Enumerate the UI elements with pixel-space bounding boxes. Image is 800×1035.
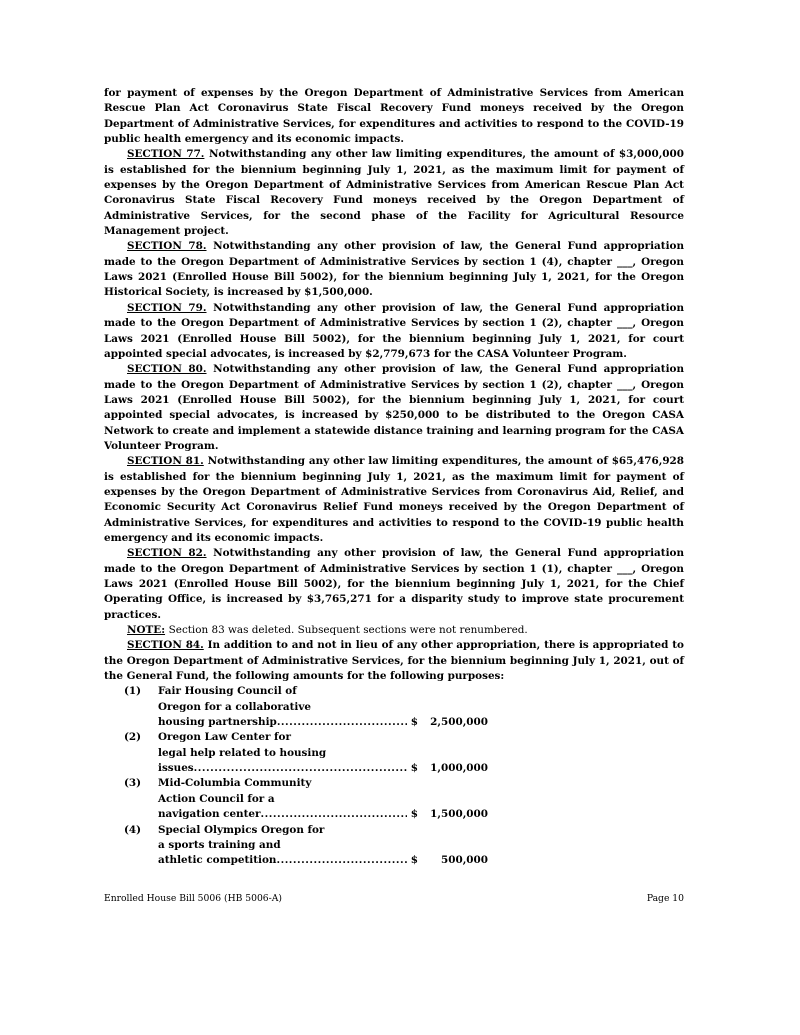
section-82: [104, 546, 684, 623]
item-line: Mid-Columbia Community: [158, 777, 312, 790]
item-line: Oregon Law Center for: [158, 731, 291, 744]
item-line: Fair Housing Council of: [158, 685, 297, 698]
note-text: Section 83 was deleted. Subsequent sections were not renumbered.: [168, 624, 528, 637]
section-text: In addition to and not in lieu of any other appropriation, there is appropriated to the Oregon Department of Administrative Services, for the biennium beginning July 1, 2021, out of the General Fund, the following amounts for the following purposes:: [104, 639, 684, 683]
section-label: SECTION 84.: [127, 639, 204, 652]
item-amount-line: [104, 853, 488, 868]
leader-dots: [277, 715, 407, 730]
section-label: SECTION 79.: [127, 301, 207, 314]
item-line: navigation center: [158, 808, 261, 821]
item-amount: 1,000,000: [430, 762, 488, 775]
section-80: [104, 362, 684, 454]
intro-paragraph: for payment of expenses by the Oregon Department of Administrative Services from American Rescue Plan Act Coronavirus State Fiscal Recovery Fund moneys received by the Oregon Department of Administrative Services, for expenditures and activities to respond to the COVID-19 public health emergency and its economic impacts.: [104, 87, 684, 146]
currency-sign: $: [410, 854, 418, 867]
item-amount: 1,500,000: [430, 808, 488, 821]
currency-sign: $: [410, 808, 418, 821]
section-label: SECTION 77.: [127, 148, 205, 161]
allocation-item: [104, 730, 684, 776]
allocation-list: [104, 684, 684, 868]
section-text: Notwithstanding any other provision of law, the General Fund appropriation made to the Oregon Department of Administrative Services by section 1 (2), chapter ___, Oregon Laws 2021 (Enrolled House Bill 5002), for the biennium beginning July 1, 2021, for court appointed special advocates, is increased by $2,779,673 for the CASA Volunteer Program.: [104, 301, 685, 360]
section-81: [104, 454, 684, 546]
item-line: Special Olympics Oregon for: [158, 823, 325, 836]
section-label: SECTION 80.: [127, 363, 207, 376]
section-label: SECTION 81.: [127, 455, 204, 468]
section-label: SECTION 82.: [127, 547, 207, 560]
section-84: [104, 638, 684, 684]
note-label: NOTE:: [127, 624, 166, 637]
section-text: Notwithstanding any other provision of law, the General Fund appropriation made to the Oregon Department of Administrative Services by section 1 (1), chapter ___, Oregon Laws 2021 (Enrolled House Bill 5002), for the biennium beginning July 1, 2021, for the Chief Operating Office, is increased by $3,765,271 for a disparity study to improve state procurement practices.: [104, 547, 685, 621]
section-77: [104, 147, 684, 239]
item-number: (4): [124, 823, 142, 836]
item-amount: 500,000: [441, 854, 488, 867]
section-text: Notwithstanding any other law limiting expenditures, the amount of $3,000,000 is established for the biennium beginning July 1, 2021, as the maximum limit for payment of expenses by the Oregon Department of Administrative Services from American Rescue Plan Act Coronavirus State Fiscal Recovery Fund moneys received by the Oregon Department of Administrative Services, for the second phase of the Facility for Agricultural Resource Management project.: [104, 148, 684, 238]
item-line: Action Council for a: [158, 792, 275, 805]
item-amount: 2,500,000: [430, 716, 488, 729]
item-number: (3): [124, 777, 142, 790]
section-79: [104, 301, 684, 362]
item-amount-line: [104, 715, 488, 730]
leader-dots: [276, 853, 406, 868]
item-line: housing partnership: [158, 716, 277, 729]
item-amount-line: [104, 761, 488, 776]
item-number: (2): [124, 731, 142, 744]
item-amount-line: [104, 807, 488, 822]
leader-dots: [194, 761, 407, 776]
item-line: a sports training and: [158, 838, 281, 851]
item-number: (1): [124, 685, 142, 698]
footer-page-number: Page 10: [646, 893, 684, 904]
section-78: [104, 239, 684, 300]
section-text: Notwithstanding any other provision of law, the General Fund appropriation made to the Oregon Department of Administrative Services by section 1 (4), chapter ___, Oregon Laws 2021 (Enrolled House Bill 5002), for the biennium beginning July 1, 2021, for the Oregon Historical Society, is increased by $1,500,000.: [104, 240, 685, 299]
allocation-item: [104, 684, 684, 730]
item-line: legal help related to housing: [158, 746, 327, 759]
footer-bill-id: Enrolled House Bill 5006 (HB 5006-A): [104, 893, 282, 904]
item-line: athletic competition: [158, 854, 277, 867]
section-text: Notwithstanding any other provision of law, the General Fund appropriation made to the Oregon Department of Administrative Services by section 1 (2), chapter ___, Oregon Laws 2021 (Enrolled House Bill 5002), for the biennium beginning July 1, 2021, for court appointed special advocates, is increased by $250,000 to be distributed to the Oregon CASA Network to create and implement a statewide distance training and learning program for the CASA Volunteer Program.: [104, 363, 685, 452]
section-text: Notwithstanding any other law limiting expenditures, the amount of $65,476,928 is established for the biennium beginning July 1, 2021, as the maximum limit for payment of expenses by the Oregon Department of Administrative Services from Coronavirus Aid, Relief, and Economic Security Act Coronavirus Relief Fund moneys received by the Oregon Department of Administrative Services, for expenditures and activities to respond to the COVID-19 public health emergency and its economic impacts.: [104, 455, 685, 544]
leader-dots: [261, 807, 407, 822]
allocation-item: [104, 776, 684, 822]
allocation-item: [104, 823, 684, 869]
currency-sign: $: [410, 762, 418, 775]
currency-sign: $: [410, 716, 418, 729]
item-line: Oregon for a collaborative: [158, 700, 312, 713]
note-paragraph: [104, 623, 684, 638]
document-body: [104, 86, 684, 869]
section-label: SECTION 78.: [127, 240, 207, 253]
item-line: issues: [158, 762, 194, 775]
